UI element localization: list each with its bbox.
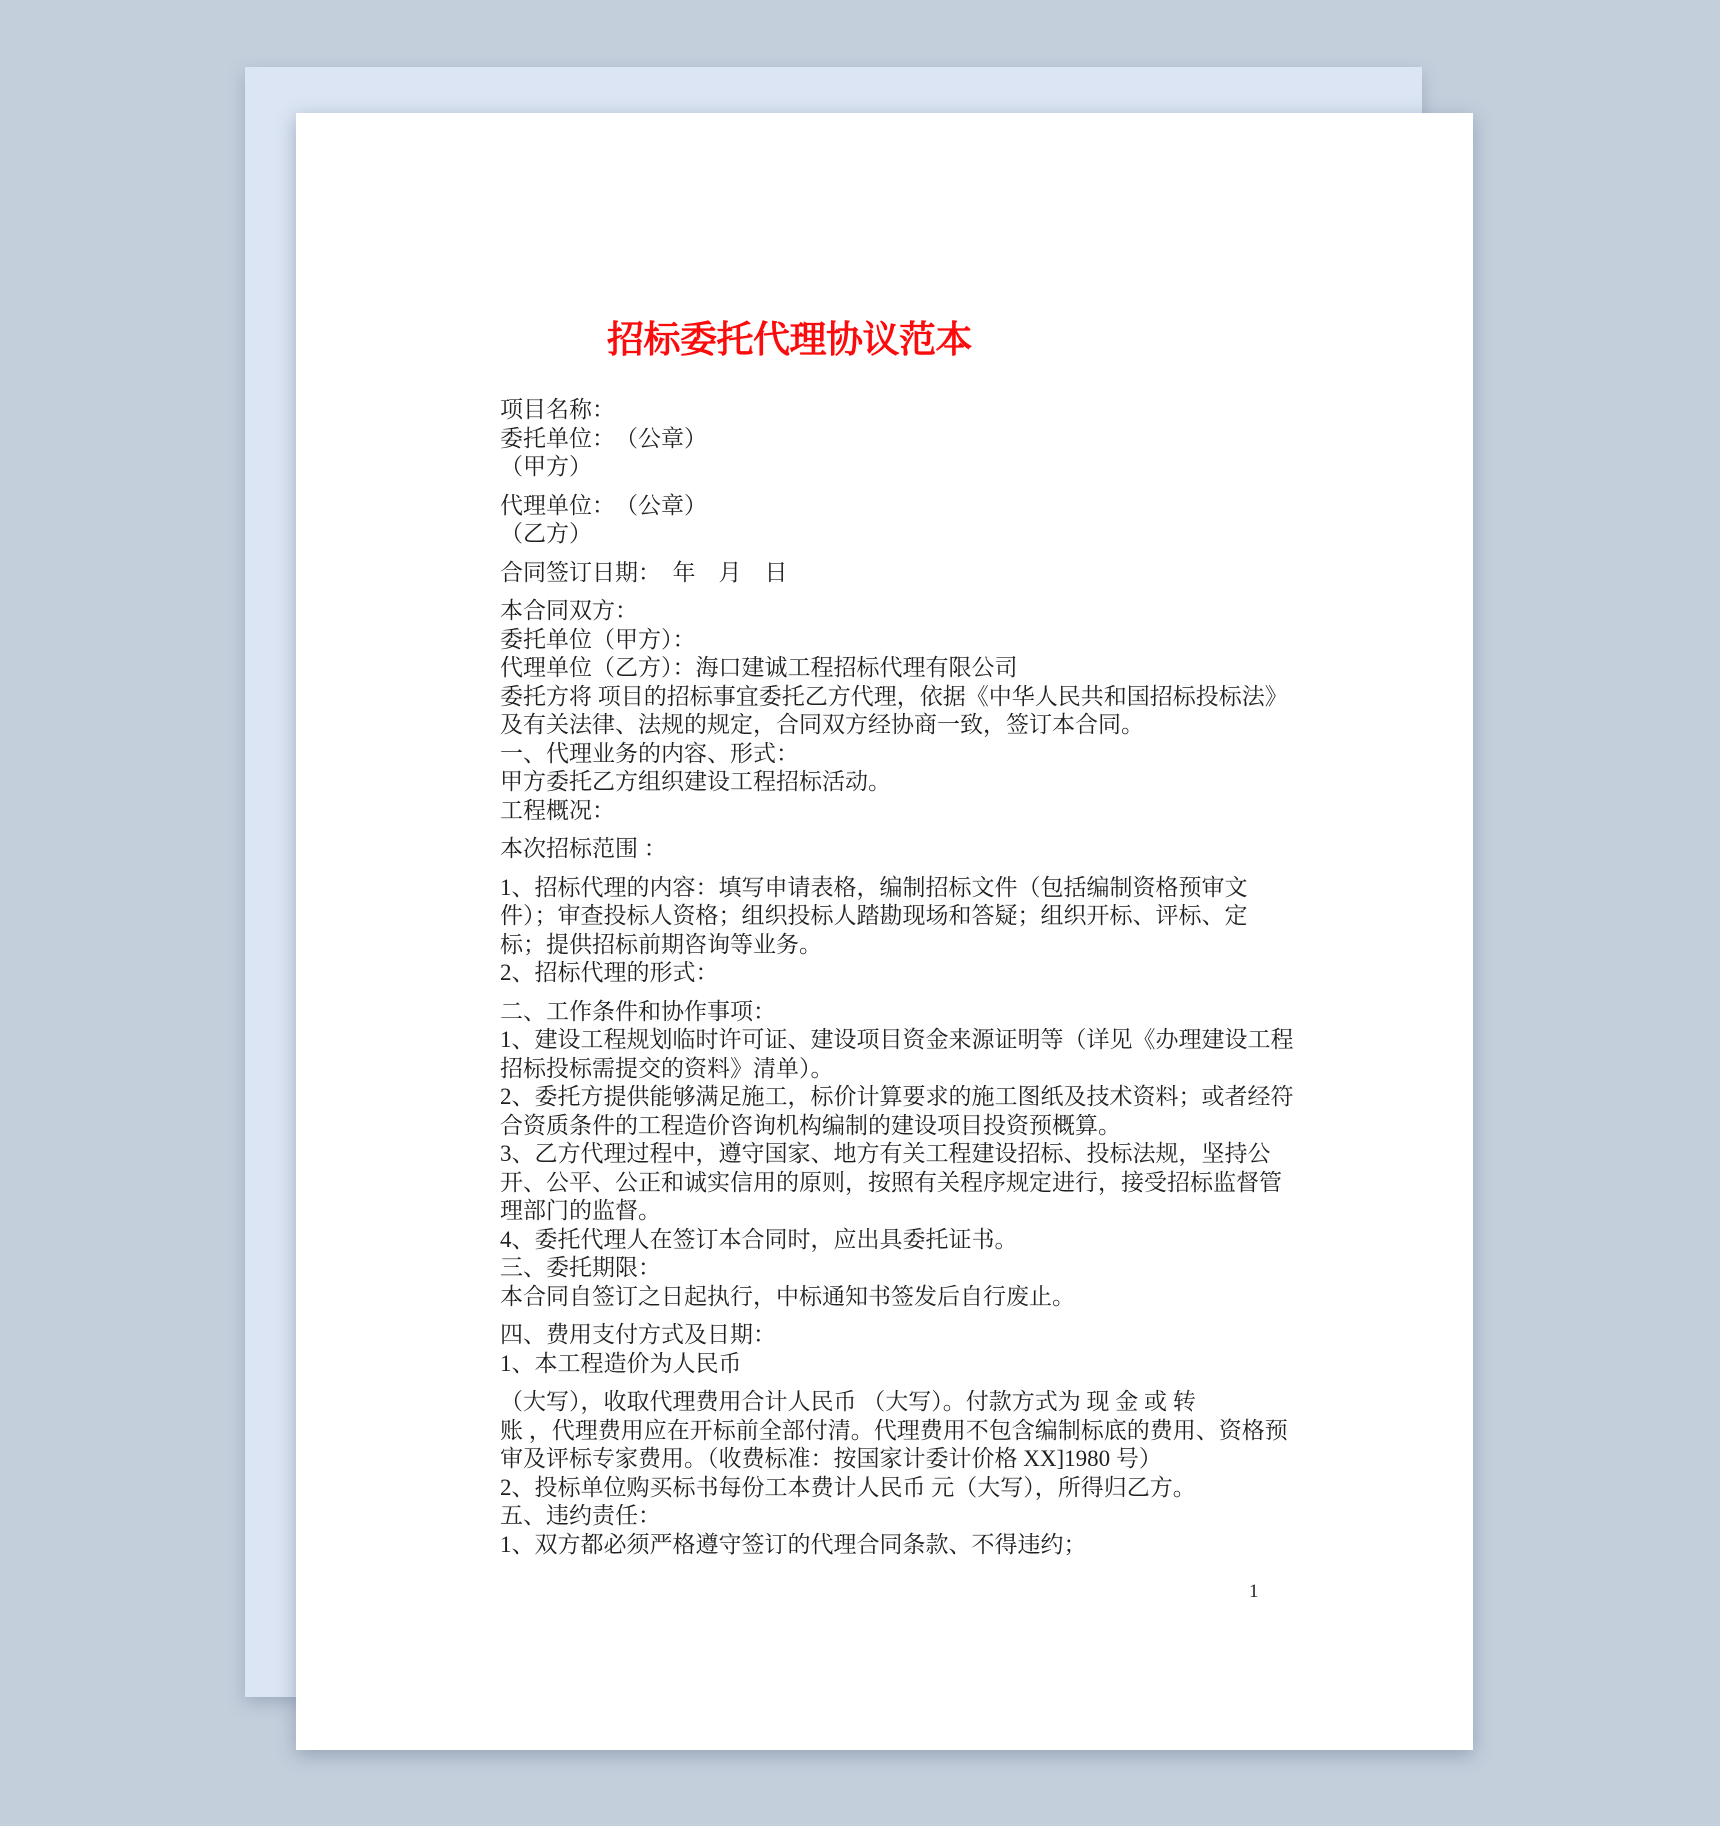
paragraph-block — [500, 998, 1300, 1312]
document-line: 甲方委托乙方组织建设工程招标活动。 — [500, 769, 891, 794]
document-line: 1、双方都必须严格遵守签订的代理合同条款、不得违约； — [500, 1531, 1087, 1557]
document-line: 代理单位（乙方）：海口建诚工程招标代理有限公司 — [500, 655, 1018, 680]
document-line: 一、代理业务的内容、形式： — [500, 740, 799, 766]
document-line: 1、建设工程规划临时许可证、建设项目资金来源证明等（详见《办理建设工程 — [500, 1027, 1294, 1052]
document-line: 账 ，代理费用应在开标前全部付清。代理费用不包含编制标底的费用、资格预 — [500, 1417, 1288, 1443]
document-line: 合同签订日期： 年 月 日 — [500, 559, 788, 585]
document-line: 委托单位（甲方）： — [500, 626, 696, 652]
document-line: 标；提供招标前期咨询等业务。 — [500, 931, 822, 957]
paragraph-block — [500, 396, 1300, 482]
document-line: （甲方） — [500, 454, 592, 479]
document-line: 理部门的监督。 — [500, 1198, 661, 1223]
document-line: 三、委托期限： — [500, 1255, 661, 1280]
document-line: 项目名称： — [500, 397, 615, 422]
document-line: 及有关法律、法规的规定，合同双方经协商一致，签订本合同。 — [500, 712, 1144, 737]
paragraph-block — [500, 597, 1300, 825]
document-line: 审及评标专家费用。（收费标准：按国家计委计价格 XX]1980 号） — [500, 1446, 1162, 1471]
document-line: 四、费用支付方式及日期： — [500, 1322, 776, 1347]
document-line: 合资质条件的工程造价咨询机构编制的建设项目投资预概算。 — [500, 1112, 1121, 1138]
document-line: 2、投标单位购买标书每份工本费计人民币 元（大写），所得归乙方。 — [500, 1474, 1196, 1500]
paragraph-block — [500, 559, 1300, 588]
document-title: 招标委托代理协议范本 — [607, 319, 972, 360]
document-line: 二、工作条件和协作事项： — [500, 998, 776, 1024]
document-line: 1、招标代理的内容：填写申请表格，编制招标文件（包括编制资格预审文 — [500, 874, 1248, 900]
document-line: 3、乙方代理过程中，遵守国家、地方有关工程建设招标、投标法规，坚持公 — [500, 1141, 1271, 1166]
page-number: 1 — [1249, 1581, 1259, 1602]
document-line: 招标投标需提交的资料》清单）。 — [500, 1055, 834, 1081]
document-line: 本合同双方： — [500, 598, 638, 623]
document-line: 五、违约责任： — [500, 1503, 661, 1528]
document-line: 2、委托方提供能够满足施工，标价计算要求的施工图纸及技术资料；或者经符 — [500, 1084, 1294, 1109]
paragraph-block — [500, 835, 1300, 864]
paragraph-block — [500, 874, 1300, 988]
paragraph-block — [500, 1321, 1300, 1378]
document-line: 件）；审查投标人资格；组织投标人踏勘现场和答疑；组织开标、评标、定 — [500, 903, 1248, 928]
contract-document-page — [296, 113, 1473, 1750]
document-line: 本合同自签订之日起执行，中标通知书签发后自行废止。 — [500, 1283, 1075, 1309]
document-line: 委托方将 项目的招标事宜委托乙方代理，依据《中华人民共和国招标投标法》 — [500, 683, 1288, 709]
document-line: 工程概况： — [500, 797, 615, 823]
document-line: （大写），收取代理费用合计人民币 （大写）。付款方式为 现 金 或 转 — [500, 1389, 1196, 1414]
document-body — [500, 396, 1300, 1559]
document-line: 开、公平、公正和诚实信用的原则，按照有关程序规定进行，接受招标监督管 — [500, 1169, 1282, 1195]
paragraph-block — [500, 1388, 1300, 1559]
document-line: （乙方） — [500, 521, 592, 546]
document-line: 2、招标代理的形式： — [500, 960, 719, 985]
document-line: 4、委托代理人在签订本合同时，应出具委托证书。 — [500, 1226, 1018, 1252]
document-line: 代理单位： （公章） — [500, 492, 707, 518]
document-line: 1、本工程造价为人民币 — [500, 1350, 742, 1376]
document-line: 委托单位： （公章） — [500, 425, 707, 451]
paragraph-block — [500, 492, 1300, 549]
document-line: 本次招标范围 ： — [500, 836, 667, 861]
